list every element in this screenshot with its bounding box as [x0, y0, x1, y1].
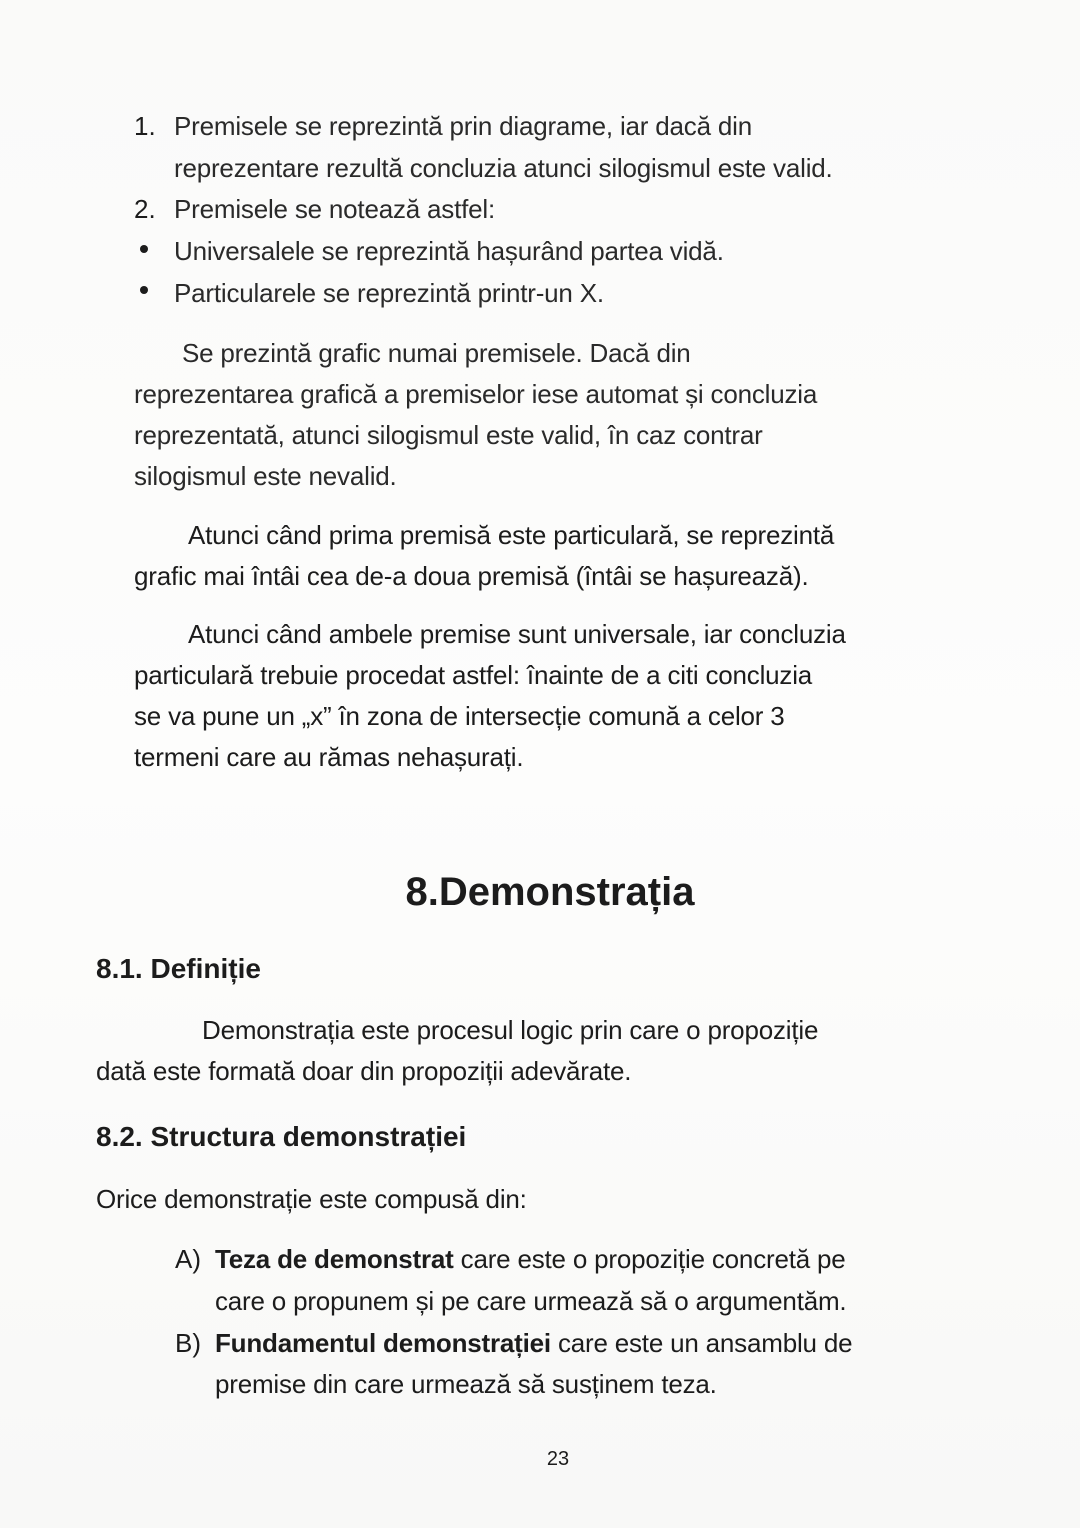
section-heading-definitie: 8.1. Definiție [96, 953, 261, 984]
bullet-icon [140, 286, 148, 294]
item-label-b: B) [175, 1328, 201, 1358]
paragraph-2-line-1: Atunci când prima premisă este particulară, se reprezintă [188, 520, 835, 550]
item-a-term: Teza de demonstrat [215, 1244, 454, 1274]
list-item-1-line-1: Premisele se reprezintă prin diagrame, iar dacă din [174, 111, 752, 141]
chapter-title: 8.Demonstrația [405, 870, 695, 914]
list-item-1-line-2: reprezentare rezultă concluzia atunci silogismul este valid. [174, 153, 833, 183]
bullet-item-2: Particularele se reprezintă printr-un X. [174, 278, 604, 308]
list-number-1: 1. [134, 111, 156, 141]
page-number: 23 [546, 1448, 570, 1470]
structure-intro: Orice demonstrație este compusă din: [96, 1184, 527, 1214]
definition-line-1: Demonstrația este procesul logic prin care o propoziție [202, 1015, 819, 1045]
paragraph-3-line-1: Atunci când ambele premise sunt universale, iar concluzia [188, 619, 846, 649]
item-b-term: Fundamentul demonstrației [215, 1328, 551, 1358]
list-number-2: 2. [134, 194, 156, 224]
item-a-line-1 [215, 1243, 846, 1275]
item-a-line-2: care o propunem și pe care urmează să o argumentăm. [215, 1286, 847, 1316]
list-item-2: Premisele se notează astfel: [174, 194, 496, 224]
paragraph-3-line-3: se va pune un „x” în zona de intersecție comună a celor 3 [134, 701, 785, 731]
item-b-line-2: premise din care urmează să susținem teza. [215, 1369, 717, 1399]
item-b-text: care este un ansamblu de [550, 1328, 853, 1358]
paragraph-1-line-1: Se prezintă grafic numai premisele. Dacă din [182, 338, 691, 368]
section-heading-structura: 8.2. Structura demonstrației [96, 1121, 467, 1152]
definition-line-2: dată este formată doar din propoziții adevărate. [96, 1056, 632, 1086]
item-a-text: care este o propoziție concretă pe [453, 1244, 846, 1274]
paragraph-1-line-4: silogismul este nevalid. [134, 461, 397, 491]
item-b-line-1 [215, 1327, 852, 1359]
bullet-item-1: Universalele se reprezintă hașurând partea vidă. [174, 236, 724, 266]
paragraph-3-line-2: particulară trebuie procedat astfel: înainte de a citi concluzia [134, 660, 813, 690]
item-label-a: A) [175, 1244, 201, 1274]
bullet-icon [140, 245, 148, 253]
paragraph-2-line-2: grafic mai întâi cea de-a doua premisă (întâi se hașurează). [134, 561, 809, 591]
paragraph-3-line-4: termeni care au rămas nehașurați. [134, 742, 524, 772]
paragraph-1-line-3: reprezentată, atunci silogismul este valid, în caz contrar [134, 420, 763, 450]
paragraph-1-line-2: reprezentarea grafică a premiselor iese automat și concluzia [134, 379, 818, 409]
